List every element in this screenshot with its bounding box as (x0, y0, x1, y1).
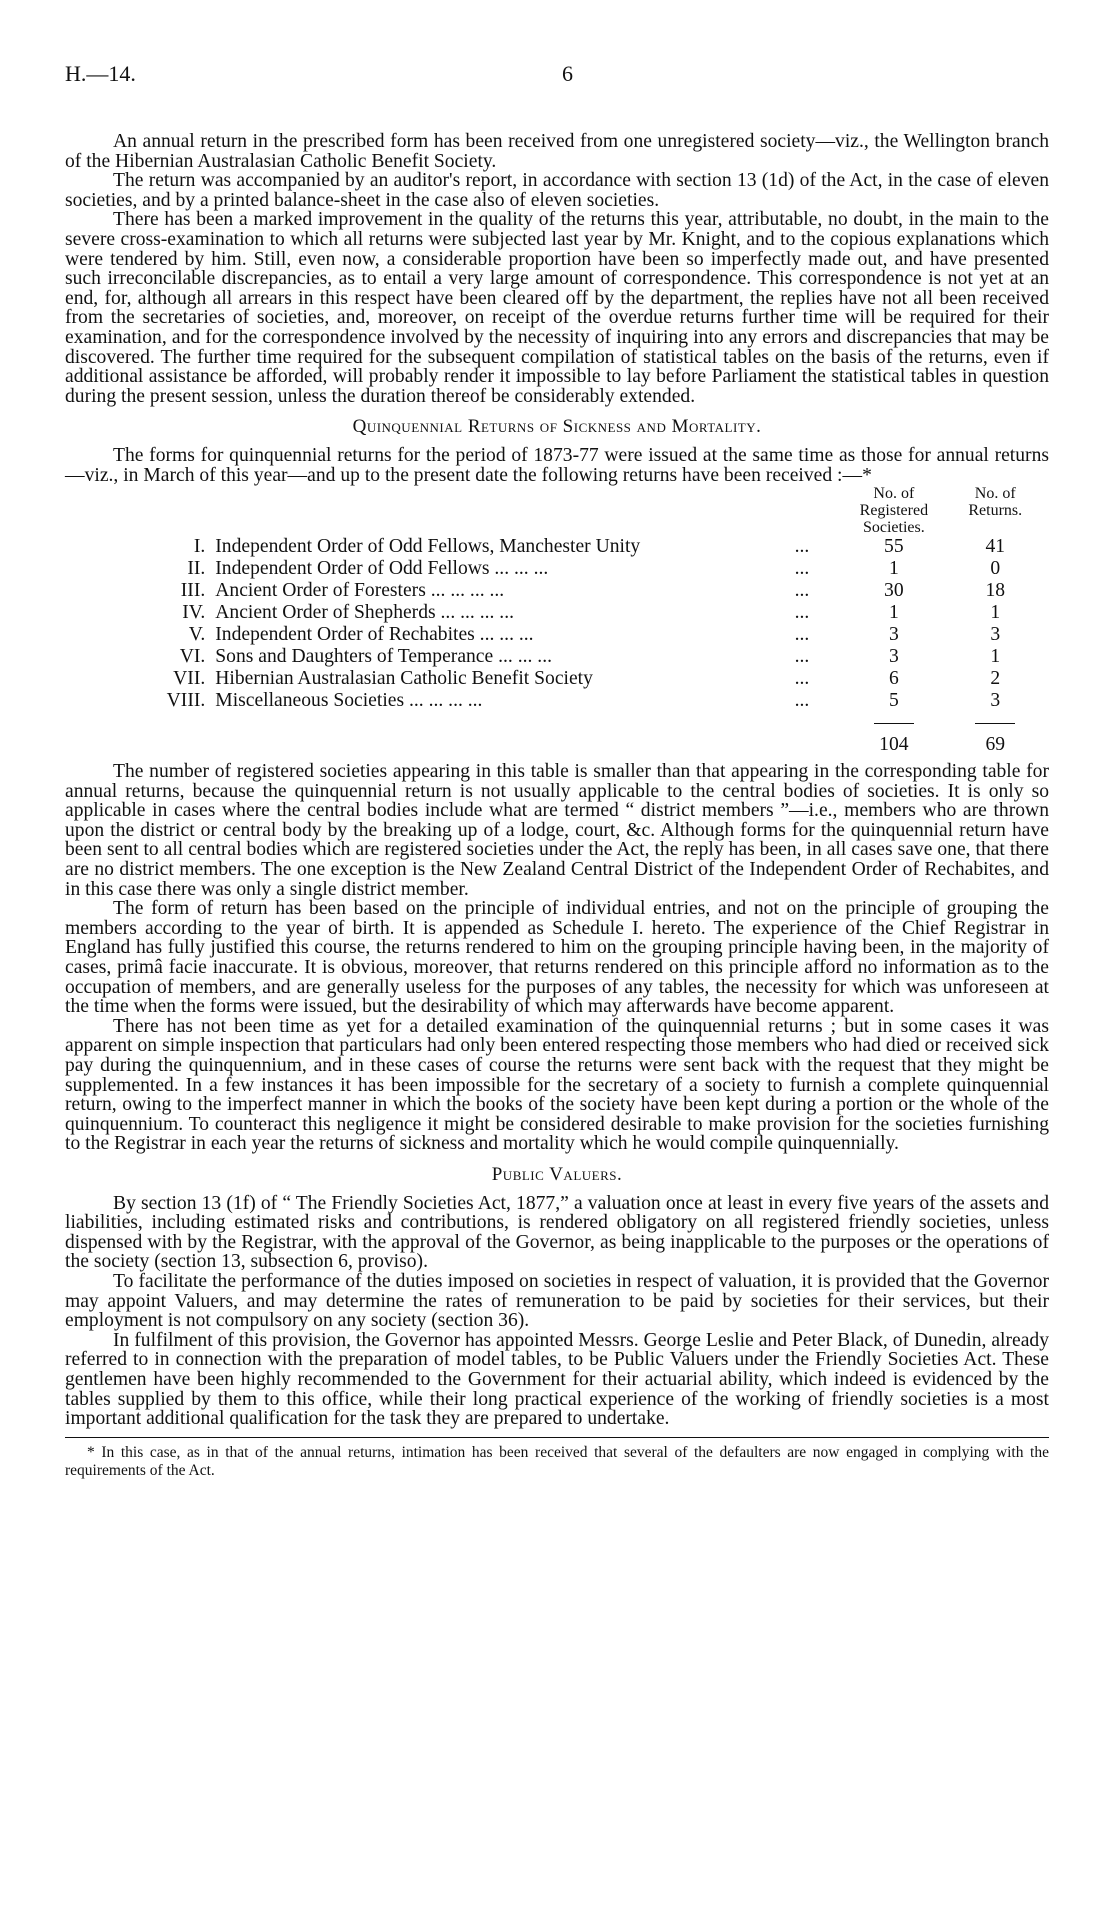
table-row: IV. Ancient Order of Shepherds ... ... ... ... ... 1 1 (182, 602, 1001, 624)
paragraph: The number of registered societies appearing in this table is smaller than that appearing in the corresponding table for annual returns, because the quinquennial return is not usually applicable to the central bodies of societies. It is only so applicable in cases where the central bodies include what are termed “ district members ”—i.e., members who are thrown upon the district or central body by the breaking up of a lodge, court, &c. Although forms for the quinquennial return have been sent to all central bodies which are registered societies under the Act, the reply has been, in all cases save one, that there are no district members. The one exception is the New Zealand Central District of the Independent Order of Rechabites, and in this case there was only a single district member. (65, 761, 1049, 900)
table-total-row (147, 734, 1047, 756)
total-rule (975, 723, 1015, 724)
table-row: III. Ancient Order of Foresters ... ... ... ... ... 30 18 (180, 580, 1006, 602)
table-row: I. Independent Order of Odd Fellows, Manchester Unity ... 55 41 (193, 536, 1006, 558)
section-heading-quinquennial: Quinquennial Returns of Sickness and Mortality. (352, 416, 762, 438)
table-row: VIII. Miscellaneous Societies ... ... ... ... ... 5 3 (166, 690, 1001, 712)
page-header (65, 60, 1049, 88)
total-rule (874, 723, 914, 724)
table-row: II. Independent Order of Odd Fellows ... ... ... ... 1 0 (187, 558, 1001, 580)
footnote: * In this case, as in that of the annual returns, intimation has been received that several of the defaulters are now engaged in complying with the requirements of the Act. (65, 1443, 1049, 1479)
table-row: VI. Sons and Daughters of Temperance ... ... ... ... 3 1 (179, 646, 1001, 668)
total-returns: 69 (985, 734, 1006, 756)
col-header-returns: No. of Returns. (968, 485, 1023, 520)
paragraph: There has been a marked improvement in the quality of the returns this year, attributable, no doubt, in the main to the severe cross-examination to which all returns were subjected last year by Mr. Knight, and to the copious explanations which were tendered by him. Still, even now, a considerable proportion have been so imperfectly made out, and have presented such irreconcilable discrepancies, as to entail a very large amount of correspondence. This correspondence is not yet at an end, for, although all arrears in this respect have been cleared off by the department, the replies have not all been received from the secretaries of societies, and, moreover, on receipt of the overdue returns further time will be required for their examination, and for the correspondence involved by the necessity of inquiring into any errors and discrepancies that may be discovered. The further time required for the subsequent compilation of statistical tables on the basis of the returns, even if additional assistance be afforded, will probably render it impossible to lay before Parliament the statistical tables in question during the present session, unless the duration thereof be considerably extended. (65, 209, 1049, 407)
document-reference: H.—14. (65, 61, 136, 86)
page-number: 6 (562, 61, 573, 86)
returns-table (147, 485, 1047, 756)
paragraph: There has not been time as yet for a detailed examination of the quinquennial returns ; but in some cases it was apparent on simple inspection that particulars had only been entered respecting those members who had died or received sick pay during the quinquennium, and in these cases of course the returns were sent back with the request that they might be supplemented. In a few instances it has been impossible for the secretary of a society to furnish a complete quinquennial return, owing to the imperfect manner in which the books of the society have been kept during a portion or the whole of the quinquennium. To counteract this negligence it might be considered desirable to make provision for the societies furnishing to the Registrar in each year the returns of sickness and mortality which he would compile quinquennially. (65, 1015, 1049, 1155)
total-registered: 104 (879, 734, 909, 756)
paragraph: An annual return in the prescribed form has been received from one unregistered society—viz., the Wellington branch of the Hibernian Australasian Catholic Benefit Society. (65, 131, 1049, 172)
paragraph: In fulfilment of this provision, the Governor has appointed Messrs. George Leslie and Peter Black, of Dunedin, already referred to in connection with the preparation of model tables, to be Public Valuers under the Friendly Societies Act. These gentlemen have been highly recommended to the Government for their actuarial ability, which indeed is evidenced by the tables supplied by them to this office, while their long practical experience of the working of friendly societies is a most important additional qualification for the task they are prepared to undertake. (65, 1329, 1049, 1430)
table-header-row (147, 485, 1047, 536)
footnote-divider (65, 1437, 1049, 1438)
paragraph: By section 13 (1f) of “ The Friendly Societies Act, 1877,” a valuation once at least in every five years of the assets and liabilities, including estimated risks and contributions, is rendered obligatory on all registered friendly societies, unless dispensed with by the Registrar, with the approval of the Governor, as being inapplicable to the purposes or the operations of the society (section 13, subsection 6, proviso). (65, 1192, 1049, 1273)
total-rule-row (147, 712, 1047, 734)
body-text (65, 132, 1049, 1480)
paragraph: The form of return has been based on the principle of individual entries, and not on the principle of grouping the members according to the year of birth. It is appended as Schedule I. hereto. The experience of the Chief Registrar in England has fully justified this course, the returns rendered to him on the grouping principle having been, in the majority of cases, primâ facie inaccurate. It is obvious, moreover, that returns rendered on this principle afford no information as to the occupation of members, and are generally useless for the purposes of any tables, the necessity for which was unforeseen at the time when the forms were issued, but the desirability of which may afterwards have become apparent. (65, 898, 1049, 1018)
paragraph: The return was accompanied by an auditor's report, in accordance with section 13 (1d) of the Act, in the case of eleven societies, and by a printed balance-sheet in the case also of eleven societies. (65, 170, 1049, 211)
section-heading-public-valuers: Public Valuers. (491, 1163, 623, 1185)
table-row: VII. Hibernian Australasian Catholic Benefit Society ... 6 2 (173, 668, 1001, 690)
paragraph: To facilitate the performance of the duties imposed on societies in respect of valuation, it is provided that the Governor may appoint Valuers, and may determine the rates of remuneration to be paid by societies for their services, but their employment is not compulsory on any society (section 36). (65, 1270, 1049, 1332)
col-header-registered: No. of Registered Societies. (859, 485, 929, 537)
table-row: V. Independent Order of Rechabites ... ... ... ... 3 3 (188, 624, 1001, 646)
paragraph: The forms for quinquennial returns for the period of 1873-77 were issued at the same time as those for annual returns—viz., in March of this year—and up to the present date the following returns have been received :—* (65, 444, 1049, 486)
